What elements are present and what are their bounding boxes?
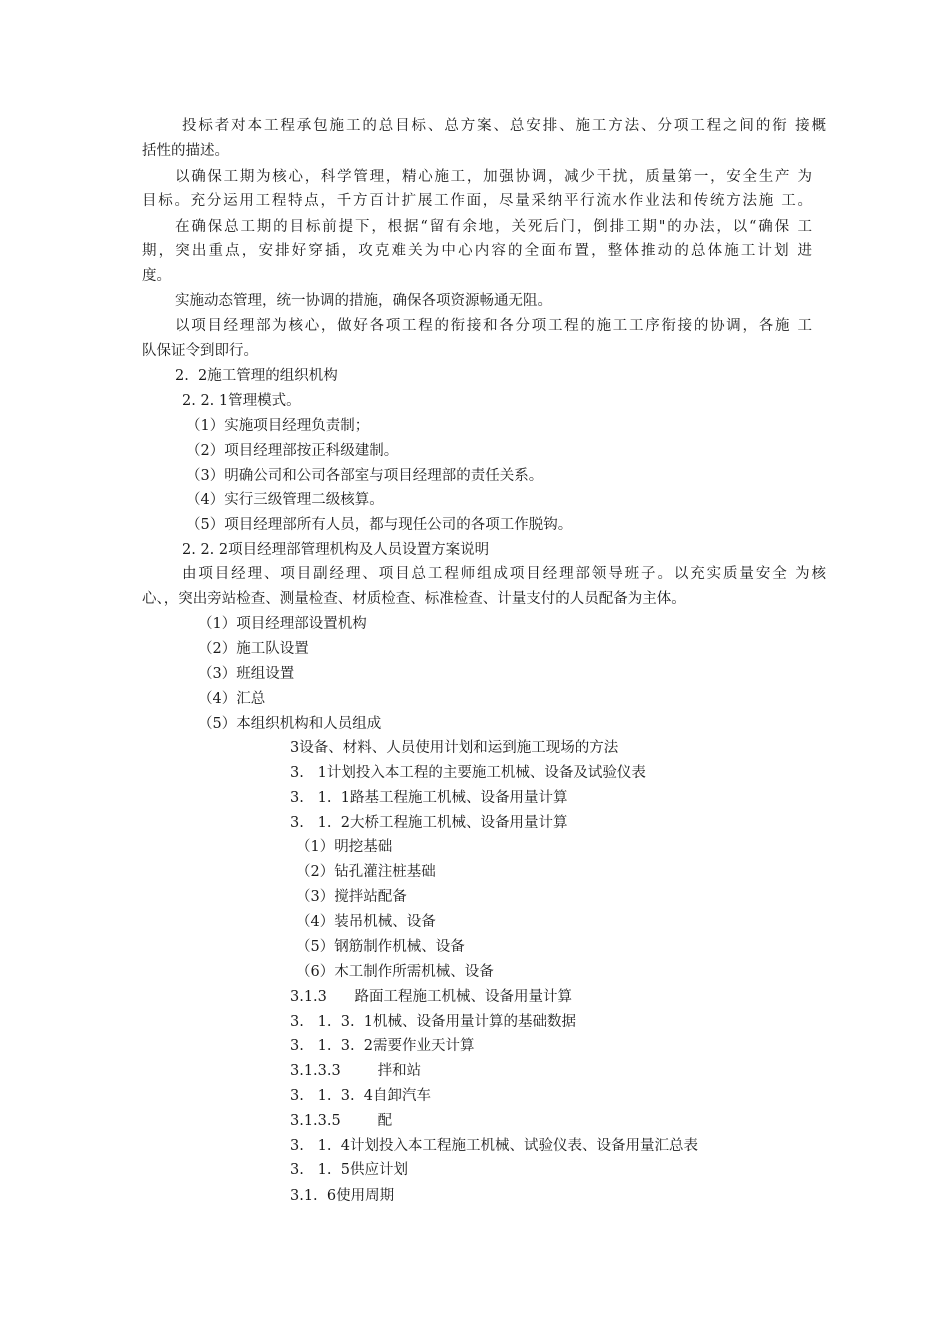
text-line: 以确保工期为核心，科学管理，精心施工，加强协调，减少干扰，质量第一，安全生产 为 (175, 169, 814, 185)
text-line: 度。 (142, 268, 171, 284)
text-line: 实施动态管理，统一协调的措施，确保各项资源畅通无阻。 (175, 293, 552, 309)
subsection-heading: 3. 1. 1路基工程施工机械、设备用量计算 (290, 790, 568, 806)
subsection-heading: 3. 1. 5供应计划 (290, 1162, 408, 1178)
subsection-heading: 3. 1. 3. 4自卸汽车 (290, 1088, 431, 1104)
text-line: 心、，突出旁站检查、测量检查、材质检查、标准检查、计量支付的人员配备为主体。 (142, 591, 686, 607)
text-line: 由项目经理、项目副经理、项目总工程师组成项目经理部领导班子。以充实质量安全 为核 (182, 566, 828, 582)
list-item: （1）实施项目经理负责制； (186, 418, 370, 434)
section-heading: 2. 2施工管理的组织机构 (175, 368, 338, 384)
list-item: （1）明挖基础 (296, 839, 393, 855)
list-item: （1）项目经理部设置机构 (198, 616, 367, 632)
subsection-heading: 3.1. 6使用周期 (290, 1188, 395, 1204)
text-line: 期，突出重点，安排好穿插，攻克难关为中心内容的全面布置，整体推动的总体施工计划 进 (142, 243, 815, 259)
text-line: 目标。充分运用工程特点，千方百计扩展工作面，尽量采纳平行流水作业法和传统方法施 工。 (142, 193, 814, 209)
section-heading: 3设备、材料、人员使用计划和运到施工现场的方法 (290, 740, 619, 756)
subsection-heading: 3. 1计划投入本工程的主要施工机械、设备及试验仪表 (290, 765, 646, 781)
subsection-heading: 2. 2. 2项目经理部管理机构及人员设置方案说明 (182, 542, 490, 558)
subsection-heading: 3.1.3.3 拌和站 (290, 1063, 422, 1079)
list-item: （5）本组织机构和人员组成 (198, 716, 382, 732)
subsection-heading: 3.1.3.5 配 (290, 1113, 393, 1129)
list-item: （5）钢筋制作机械、设备 (296, 939, 465, 955)
list-item: （6）木工制作所需机械、设备 (296, 964, 494, 980)
text-line: 在确保总工期的目标前提下，根据“留有余地，关死后门，倒排工期"的办法，以“确保 工 (175, 219, 814, 235)
subsection-heading: 3.1.3 路面工程施工机械、设备用量计算 (290, 989, 573, 1005)
subsection-heading: 3. 1. 2大桥工程施工机械、设备用量计算 (290, 815, 568, 831)
subsection-heading: 2. 2. 1管理模式。 (182, 393, 301, 409)
list-item: （3）班组设置 (198, 666, 295, 682)
list-item: （5）项目经理部所有人员，都与现任公司的各项工作脱钩。 (186, 517, 573, 533)
subsection-heading: 3. 1. 3. 2需要作业天计算 (290, 1038, 475, 1054)
list-item: （2）施工队设置 (198, 641, 309, 657)
list-item: （4）汇总 (198, 691, 266, 707)
list-item: （2）项目经理部按正科级建制。 (186, 443, 399, 459)
text-line: 投标者对本工程承包施工的总目标、总方案、总安排、施工方法、分项工程之间的衔 接概 (182, 118, 828, 134)
subsection-heading: 3. 1. 4计划投入本工程施工机械、试验仪表、设备用量汇总表 (290, 1138, 698, 1154)
list-item: （4）装吊机械、设备 (296, 914, 436, 930)
list-item: （2）钻孔灌注桩基础 (296, 864, 436, 880)
list-item: （3）明确公司和公司各部室与项目经理部的责任关系。 (186, 468, 544, 484)
list-item: （3）搅拌站配备 (296, 889, 407, 905)
subsection-heading: 3. 1. 3. 1机械、设备用量计算的基础数据 (290, 1014, 576, 1030)
text-line: 队保证令到即行。 (142, 343, 258, 359)
list-item: （4）实行三级管理二级核算。 (186, 492, 384, 508)
text-line: 以项目经理部为核心，做好各项工程的衔接和各分项工程的施工工序衔接的协调，各施 工 (175, 318, 814, 334)
text-line: 括性的描述。 (142, 143, 229, 159)
